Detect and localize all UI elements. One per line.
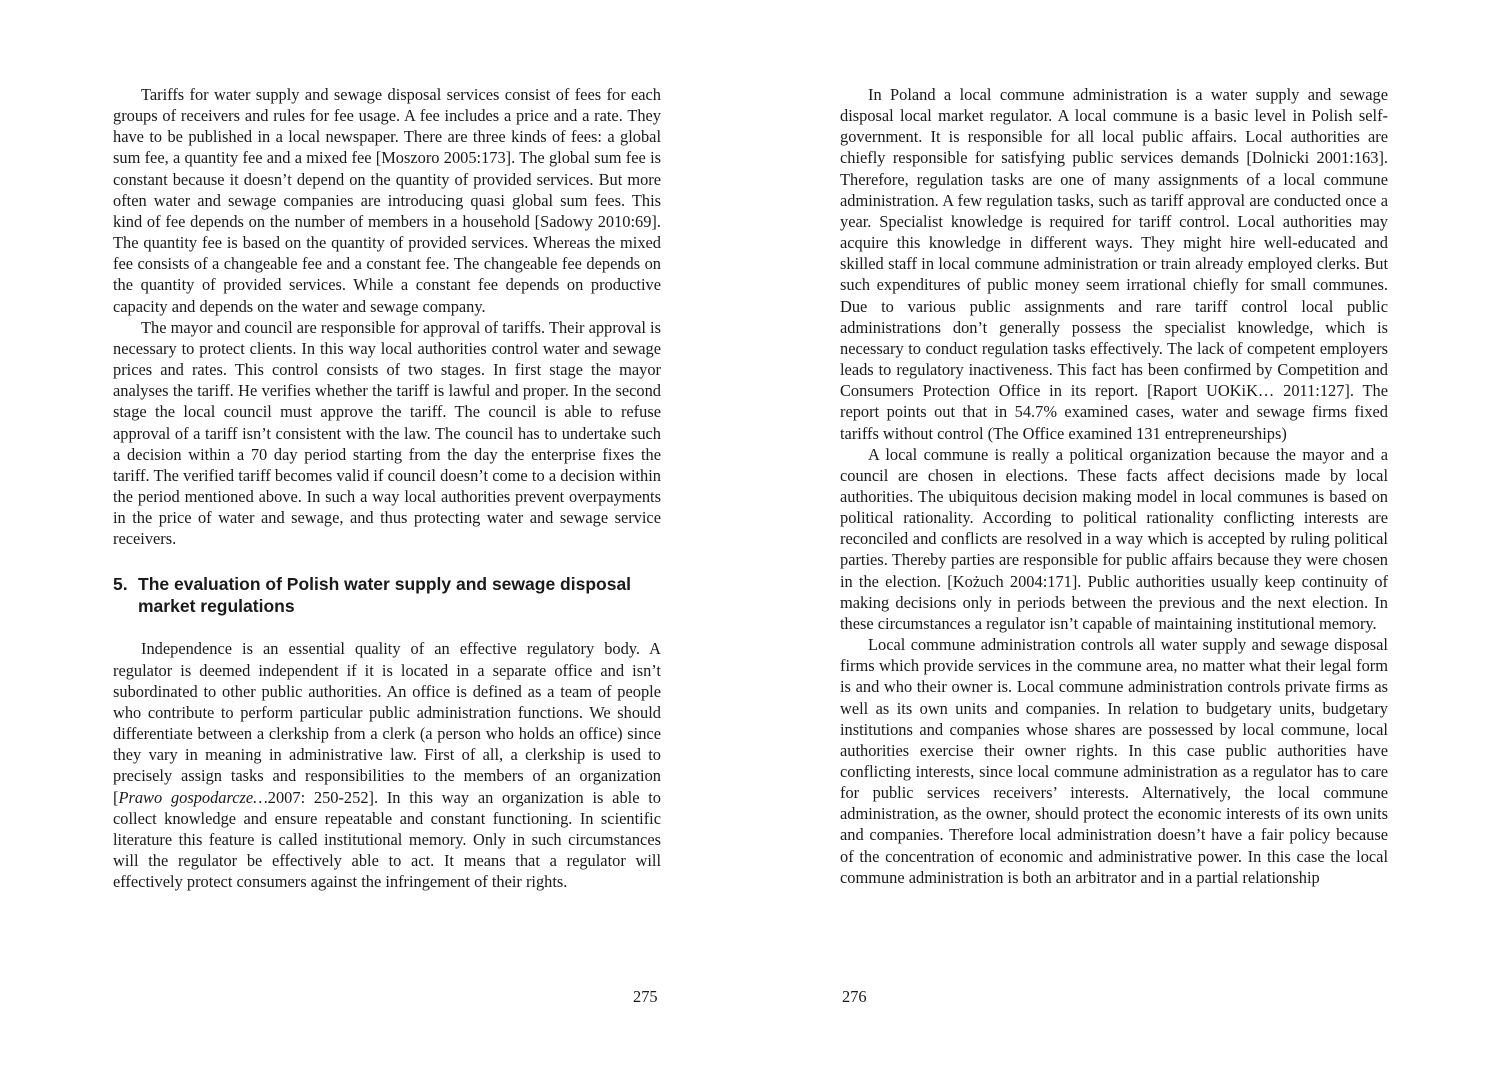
right-page-body	[840, 84, 1388, 888]
left-page	[113, 84, 661, 892]
paragraph: In Poland a local commune administration is a water supply and sewage disposal local market regulator. A local commune is a basic level in Polish self-government. It is responsible for all local public affairs. Local authorities are chiefly responsible for satisfying public services demands [Dolnicki 2001:163]. Therefore, regulation tasks are one of many assignments of a local commune administration. A few regulation tasks, such as tariff approval are conducted once a year. Specialist knowledge is required for tariff control. Local authorities may acquire this knowledge in different ways. They might hire well-educated and skilled staff in local commune administration or train already employed clerks. But such expenditures of public money seem irrational chiefly for small communes. Due to various public assignments and rare tariff control local public administrations don’t generally possess the specialist knowledge, which is necessary to conduct regulation tasks effectively. The lack of competent employers leads to regulatory inactiveness. This fact has been confirmed by Competition and Consumers Protection Office in its report. [Raport UOKiK… 2011:127]. The report points out that in 54.7% examined cases, water and sewage firms fixed tariffs without control (The Office examined 131 entrepreneurships)	[840, 85, 1388, 443]
right-page	[840, 84, 1388, 888]
section-heading	[113, 573, 661, 617]
citation-title: Prawo gospodarcze…	[118, 787, 268, 807]
paragraph	[113, 638, 661, 892]
section-body	[113, 638, 661, 892]
section-number: 5.	[113, 574, 128, 595]
paragraph: A local commune is really a political organization because the mayor and a council are chosen in elections. These facts affect decisions made by local authorities. The ubiquitous decision making model in local communes is based on political rationality. According to political rationality conflicting interests are reconciled and conflicts are resolved in a way which is accepted by ruling political parties. Thereby parties are responsible for public affairs because they were chosen in the election. [Kożuch 2004:171]. Public authorities usually keep continuity of making decisions only in periods between the previous and the next election. In these circumstances a regulator isn’t capable of maintaining institutional memory.	[840, 444, 1388, 633]
paragraph: Local commune administration controls all water supply and sewage disposal firms which provide services in the commune area, no matter what their legal form is and who their owner is. Local commune administration controls private firms as well as its own units and companies. In relation to budgetary units, budgetary institutions and companies whose shares are possessed by local commune, local authorities exercise their owner rights. In this case public authorities have conflicting interests, since local commune administration as a regulator has to care for public services receivers’ interests. Alternatively, the local commune administration, as the owner, should protect the economic interests of its own units and companies. Therefore local administration doesn’t have a fair policy because of the concentration of economic and administrative power. In this case the local commune administration is both an arbitrator and in a partial relationship	[840, 635, 1388, 887]
paragraph-text: 2007: 250-252]. In this way an organization is able to collect knowledge and ensure repeatable and constant functioning. In scientific literature this feature is called institutional memory. Only in such circumstances will the regulator be effectively able to act. It means that a regulator will effectively protect consumers against the infringement of their rights.	[113, 787, 661, 892]
section-title: The evaluation of Polish water supply and sewage disposal market regulations	[138, 574, 632, 617]
paragraph: The mayor and council are responsible for approval of tariffs. Their approval is necessary to protect clients. In this way local authorities control water and sewage prices and rates. This control consists of two stages. In first stage the mayor analyses the tariff. He verifies whether the tariff is lawful and proper. In the second stage the local council must approve the tariff. The council is able to refuse approval of a tariff isn’t consistent with the law. The council has to undertake such a decision within a 70 day period starting from the day the enterprise fixes the tariff. The verified tariff becomes valid if council doesn’t come to a decision within the period mentioned above. In such a way local authorities prevent overpayments in the price of water and sewage, and thus protecting water and sewage service receivers.	[113, 317, 661, 549]
paragraph-text: Independence is an essential quality of an effective regulatory body. A regulator is deemed independent if it is located in a separate office and isn’t subordinated to other public authorities. An office is defined as a team of people who contribute to perform particular public administration functions. We should differentiate between a clerkship from a clerk (a person who holds an office) since they vary in meaning in administrative law. First of all, a clerkship is used to precisely assign tasks and responsibilities to the members of an organization [	[113, 639, 661, 807]
left-page-body	[113, 84, 661, 549]
page-number-left: 275	[633, 987, 658, 1006]
page-number-right: 276	[842, 987, 867, 1006]
paragraph: Tariffs for water supply and sewage disposal services consist of fees for each groups of receivers and rules for fee usage. A fee includes a price and a rate. They have to be published in a local newspaper. There are three kinds of fees: a global sum fee, a quantity fee and a mixed fee [Moszoro 2005:173]. The global sum fee is constant because it doesn’t depend on the quantity of provided services. But more often water and sewage companies are introducing quasi global sum fees. This kind of fee depends on the number of members in a household [Sadowy 2010:69]. The quantity fee is based on the quantity of provided services. Whereas the mixed fee consists of a changeable fee and a constant fee. The changeable fee depends on the quantity of provided services. While a constant fee depends on productive capacity and depends on the water and sewage company.	[113, 85, 661, 316]
